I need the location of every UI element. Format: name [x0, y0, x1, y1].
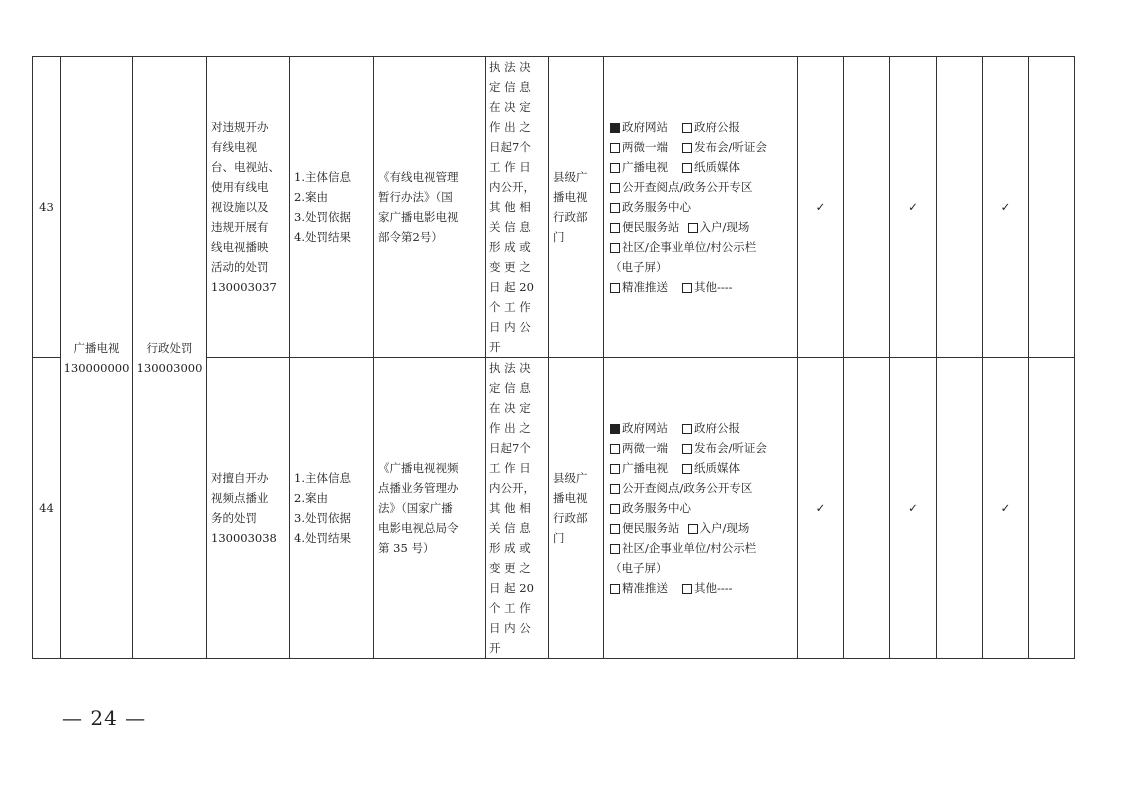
- checkbox-icon: [688, 524, 698, 534]
- channel-label: 两微一端: [622, 140, 668, 154]
- page-number: — 24 —: [62, 706, 147, 730]
- timing-line: 定 信 息: [489, 80, 531, 94]
- channel-label: 广播电视: [622, 461, 668, 475]
- channel-label: 政府公报: [694, 421, 740, 435]
- subject-line: 门: [553, 230, 565, 244]
- timing-line: 执 法 决: [489, 60, 531, 74]
- basis-line: 电影电视总局令: [378, 521, 459, 535]
- subject-line: 门: [553, 531, 565, 545]
- timing-line: 内公开，: [489, 481, 535, 495]
- item-cell: [207, 57, 290, 358]
- checkbox-icon: [682, 123, 692, 133]
- checkbox-icon: [682, 464, 692, 474]
- channel-label: （电子屏）: [610, 260, 668, 274]
- subject-line: 播电视: [553, 491, 588, 505]
- channel-label: 政府公报: [694, 120, 740, 134]
- check-mark-icon: ✓: [890, 57, 937, 358]
- empty-check-cell: [1029, 57, 1075, 358]
- timing-line: 关 信 息: [489, 521, 531, 535]
- content-cell: [290, 358, 374, 659]
- timing-line: 内公开，: [489, 180, 535, 194]
- row-number: 44: [33, 358, 61, 659]
- subject-line: 县级广: [553, 170, 588, 184]
- subject-line: 行政部: [553, 511, 588, 525]
- basis-line: 暂行办法》（国: [378, 190, 453, 204]
- timing-cell: [486, 57, 549, 358]
- channel-label: 社区/企事业单位/村公示栏: [622, 240, 757, 254]
- checkbox-checked-icon: [610, 424, 620, 434]
- timing-line: 形 成 或: [489, 240, 531, 254]
- empty-check-cell: [1029, 358, 1075, 659]
- item-cell: [207, 358, 290, 659]
- item-line: 对擅自开办: [211, 471, 269, 485]
- content-line: 2.案由: [294, 491, 328, 505]
- empty-check-cell: [844, 358, 890, 659]
- empty-check-cell: [937, 358, 983, 659]
- subject-line: 播电视: [553, 190, 588, 204]
- timing-line: 日起7个: [489, 441, 531, 455]
- checkbox-icon: [610, 283, 620, 293]
- check-mark-icon: ✓: [798, 358, 844, 659]
- checkbox-icon: [682, 283, 692, 293]
- timing-line: 个 工 作: [489, 601, 531, 615]
- timing-line: 关 信 息: [489, 220, 531, 234]
- timing-line: 在 决 定: [489, 100, 531, 114]
- category-cell: [61, 57, 133, 659]
- channel-label: 其他----: [694, 581, 733, 595]
- timing-line: 变 更 之: [489, 260, 531, 274]
- timing-line: 日 内 公: [489, 320, 531, 334]
- row-number: 43: [33, 57, 61, 358]
- channel-label: 精准推送: [622, 581, 668, 595]
- timing-line: 日 起 20: [489, 280, 534, 294]
- subject-cell: [549, 358, 604, 659]
- subject-line: 县级广: [553, 471, 588, 485]
- category-name: 广播电视: [73, 340, 120, 355]
- timing-line: 执 法 决: [489, 361, 531, 375]
- timing-line: 个 工 作: [489, 300, 531, 314]
- channel-label: 便民服务站: [622, 220, 680, 234]
- basis-cell: [374, 57, 486, 358]
- channel-label: 纸质媒体: [694, 461, 740, 475]
- timing-line: 日 起 20: [489, 581, 534, 595]
- channel-label: 两微一端: [622, 441, 668, 455]
- check-mark-icon: ✓: [983, 57, 1029, 358]
- checkbox-icon: [610, 544, 620, 554]
- channel-label: 社区/企事业单位/村公示栏: [622, 541, 757, 555]
- channel-label: 入户/现场: [699, 521, 750, 535]
- basis-line: 部令第2号）: [378, 230, 443, 244]
- checkbox-icon: [688, 223, 698, 233]
- timing-line: 开: [489, 641, 501, 655]
- timing-line: 形 成 或: [489, 541, 531, 555]
- content-line: 4.处罚结果: [294, 230, 351, 244]
- basis-line: 第 35 号）: [378, 541, 435, 555]
- channel-label: 政府网站: [622, 120, 668, 134]
- type-code: 130003000: [136, 360, 203, 375]
- timing-line: 在 决 定: [489, 401, 531, 415]
- checkbox-icon: [610, 444, 620, 454]
- type-name: 行政处罚: [146, 340, 193, 355]
- channel-label: 政府网站: [622, 421, 668, 435]
- channel-label: 广播电视: [622, 160, 668, 174]
- item-line: 有线电视: [211, 140, 257, 154]
- item-line: 台、电视站、: [211, 160, 280, 174]
- content-cell: [290, 57, 374, 358]
- channel-cell: [604, 57, 798, 358]
- item-line: 违规开展有: [211, 220, 269, 234]
- item-line: 线电视播映: [211, 240, 269, 254]
- content-line: 3.处罚依据: [294, 511, 351, 525]
- content-line: 1.主体信息: [294, 170, 351, 184]
- channel-label: 政务服务中心: [622, 501, 691, 515]
- category-code: 130000000: [63, 360, 130, 375]
- checkbox-icon: [682, 584, 692, 594]
- channel-label: （电子屏）: [610, 561, 668, 575]
- checkbox-icon: [610, 464, 620, 474]
- channel-label: 发布会/听证会: [694, 140, 767, 154]
- checkbox-icon: [682, 143, 692, 153]
- channel-label: 公开查阅点/政务公开专区: [622, 481, 753, 495]
- basis-line: 点播业务管理办: [378, 481, 459, 495]
- checkbox-icon: [610, 484, 620, 494]
- content-line: 2.案由: [294, 190, 328, 204]
- timing-line: 作 出 之: [489, 120, 531, 134]
- content-line: 3.处罚依据: [294, 210, 351, 224]
- item-line: 活动的处罚: [211, 260, 269, 274]
- checkbox-icon: [610, 504, 620, 514]
- checkbox-icon: [610, 183, 620, 193]
- channel-label: 精准推送: [622, 280, 668, 294]
- channel-label: 便民服务站: [622, 521, 680, 535]
- timing-cell: [486, 358, 549, 659]
- timing-line: 其 他 相: [489, 501, 531, 515]
- checkbox-icon: [610, 524, 620, 534]
- timing-line: 工 作 日: [489, 160, 531, 174]
- item-line: 使用有线电: [211, 180, 269, 194]
- timing-line: 变 更 之: [489, 561, 531, 575]
- checkbox-icon: [610, 203, 620, 213]
- check-mark-icon: ✓: [798, 57, 844, 358]
- channel-label: 入户/现场: [699, 220, 750, 234]
- timing-line: 作 出 之: [489, 421, 531, 435]
- timing-line: 定 信 息: [489, 381, 531, 395]
- item-line: 视频点播业: [211, 491, 269, 505]
- item-line: 务的处罚: [211, 511, 257, 525]
- basis-line: 《广播电视视频: [378, 461, 459, 475]
- check-mark-icon: ✓: [890, 358, 937, 659]
- content-line: 4.处罚结果: [294, 531, 351, 545]
- item-line: 对违规开办: [211, 120, 269, 134]
- timing-line: 日起7个: [489, 140, 531, 154]
- channel-label: 纸质媒体: [694, 160, 740, 174]
- item-code: 130003037: [211, 280, 277, 294]
- channel-label: 政务服务中心: [622, 200, 691, 214]
- checkbox-icon: [610, 143, 620, 153]
- timing-line: 工 作 日: [489, 461, 531, 475]
- timing-line: 开: [489, 340, 501, 354]
- checkbox-icon: [610, 584, 620, 594]
- content-line: 1.主体信息: [294, 471, 351, 485]
- basis-line: 家广播电影电视: [378, 210, 459, 224]
- basis-line: 《有线电视管理: [378, 170, 459, 184]
- channel-cell: [604, 358, 798, 659]
- channel-label: 其他----: [694, 280, 733, 294]
- check-mark-icon: ✓: [983, 358, 1029, 659]
- checkbox-icon: [610, 223, 620, 233]
- checkbox-icon: [610, 243, 620, 253]
- timing-line: 其 他 相: [489, 200, 531, 214]
- basis-line: 法》（国家广播: [378, 501, 453, 515]
- item-line: 视设施以及: [211, 200, 269, 214]
- subject-line: 行政部: [553, 210, 588, 224]
- empty-check-cell: [937, 57, 983, 358]
- channel-label: 公开查阅点/政务公开专区: [622, 180, 753, 194]
- basis-cell: [374, 358, 486, 659]
- empty-check-cell: [844, 57, 890, 358]
- checkbox-icon: [610, 163, 620, 173]
- channel-label: 发布会/听证会: [694, 441, 767, 455]
- checkbox-icon: [682, 163, 692, 173]
- checkbox-icon: [682, 444, 692, 454]
- type-cell: [133, 57, 207, 659]
- timing-line: 日 内 公: [489, 621, 531, 635]
- disclosure-table: [32, 56, 1075, 659]
- table-row: [33, 57, 1075, 358]
- subject-cell: [549, 57, 604, 358]
- checkbox-icon: [682, 424, 692, 434]
- checkbox-checked-icon: [610, 123, 620, 133]
- item-code: 130003038: [211, 531, 277, 545]
